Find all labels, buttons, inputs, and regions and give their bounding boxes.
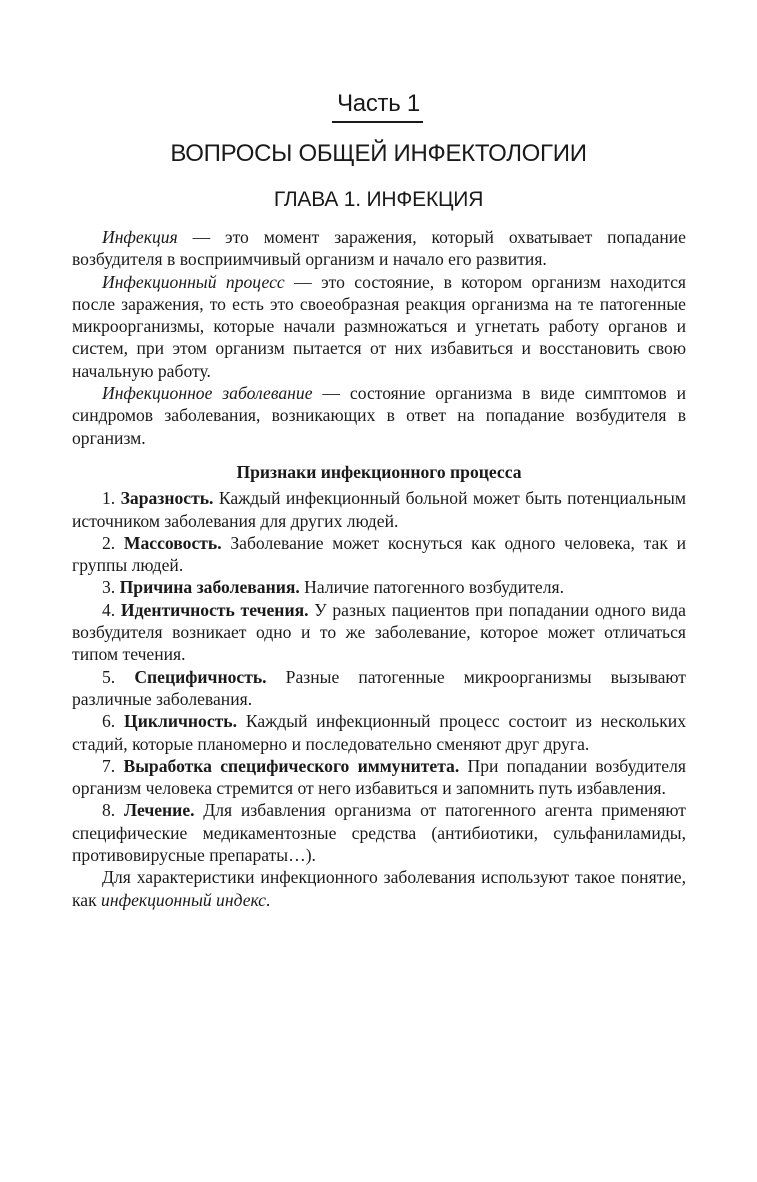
sign-term: Выработка специфического иммунитета. [123, 755, 460, 776]
definition-paragraph [72, 271, 686, 382]
definition-paragraph [72, 382, 686, 449]
part-underline [332, 121, 423, 123]
sign-item [72, 599, 686, 666]
sign-number: 1. [102, 488, 116, 509]
chapter-title: ГЛАВА 1. ИНФЕКЦИЯ [273, 188, 484, 211]
sign-item [72, 755, 686, 800]
definition-term: Инфекция [102, 227, 178, 247]
sign-term: Специфичность. [134, 666, 267, 687]
sign-term: Причина заболевания. [119, 577, 300, 598]
sign-text: Каждый инфекционный больной может быть потенциальным источником заболевания для других людей. [72, 488, 686, 531]
sign-number: 8. [102, 800, 116, 821]
sign-term: Заразность. [120, 488, 214, 509]
closing-end: . [265, 889, 271, 910]
sign-text: При попадании возбудителя организм человека стремится от него избавиться и запомнить путь избавления. [72, 755, 686, 799]
sign-item [72, 710, 686, 755]
sign-item [72, 532, 686, 577]
sign-number: 4. [102, 599, 116, 620]
sign-number: 3. [102, 577, 116, 598]
sign-term: Цикличность. [124, 711, 238, 732]
sign-term: Массовость. [123, 532, 222, 553]
definition-text: — это момент заражения, который охватывает попадание возбудителя в восприимчивый организм и начало его развития. [72, 227, 686, 270]
part-label: Часть 1 [337, 90, 420, 117]
definition-paragraph [72, 226, 686, 271]
sign-number: 5. [102, 666, 116, 687]
definition-text: — это состояние, в котором организм находится после заражения, то есть это своеобразная реакция организма на те патогенные микроорганизмы, которые начали размножаться и угнетать работу органов и систем, при этом организм пытается от них избавиться и восстановить свою начальную работу. [72, 271, 686, 381]
sign-text: Разные патогенные микроорганизмы вызывают различные заболевания. [72, 666, 686, 709]
definition-term: Инфекционный процесс [102, 271, 285, 292]
section-title: ВОПРОСЫ ОБЩЕЙ ИНФЕКТОЛОГИИ [170, 140, 587, 167]
sign-number: 7. [102, 755, 116, 776]
sign-item [72, 576, 686, 598]
sign-text: Наличие патогенного возбудителя. [299, 577, 564, 598]
sign-number: 2. [102, 532, 116, 553]
closing-term: инфекционный индекс [101, 889, 266, 910]
sign-item [72, 799, 686, 866]
sign-item [72, 487, 686, 532]
closing-text: Для характеристики инфекционного заболевания используют такое понятие, как [72, 867, 686, 910]
sign-text: Для избавления организма от патогенного агента применяют специфические медикаментозные средства (антибиотики, сульфаниламиды, противовирусные препараты…). [72, 800, 686, 866]
closing-paragraph [72, 866, 686, 911]
sign-item [72, 666, 686, 711]
definition-term: Инфекционное заболевание [102, 383, 313, 404]
sign-text: Заболевание может коснуться как одного человека, так и группы людей. [72, 532, 686, 576]
signs-heading: Признаки инфекционного процесса [236, 461, 522, 482]
sign-term: Лечение. [123, 800, 195, 821]
sign-term: Идентичность течения. [120, 599, 309, 620]
sign-text: Каждый инфекционный процесс состоит из нескольких стадий, которые планомерно и последовательно сменяют друг друга. [72, 711, 686, 754]
sign-number: 6. [102, 711, 116, 732]
sign-text: У разных пациентов при попадании одного вида возбудителя возникает одно и то же заболевание, которое может отличаться типом течения. [72, 599, 686, 665]
definition-text: — состояние организма в виде симптомов и синдромов заболевания, возникающих в ответ на попадание возбудителя в организм. [72, 383, 686, 448]
body-text [72, 226, 686, 911]
